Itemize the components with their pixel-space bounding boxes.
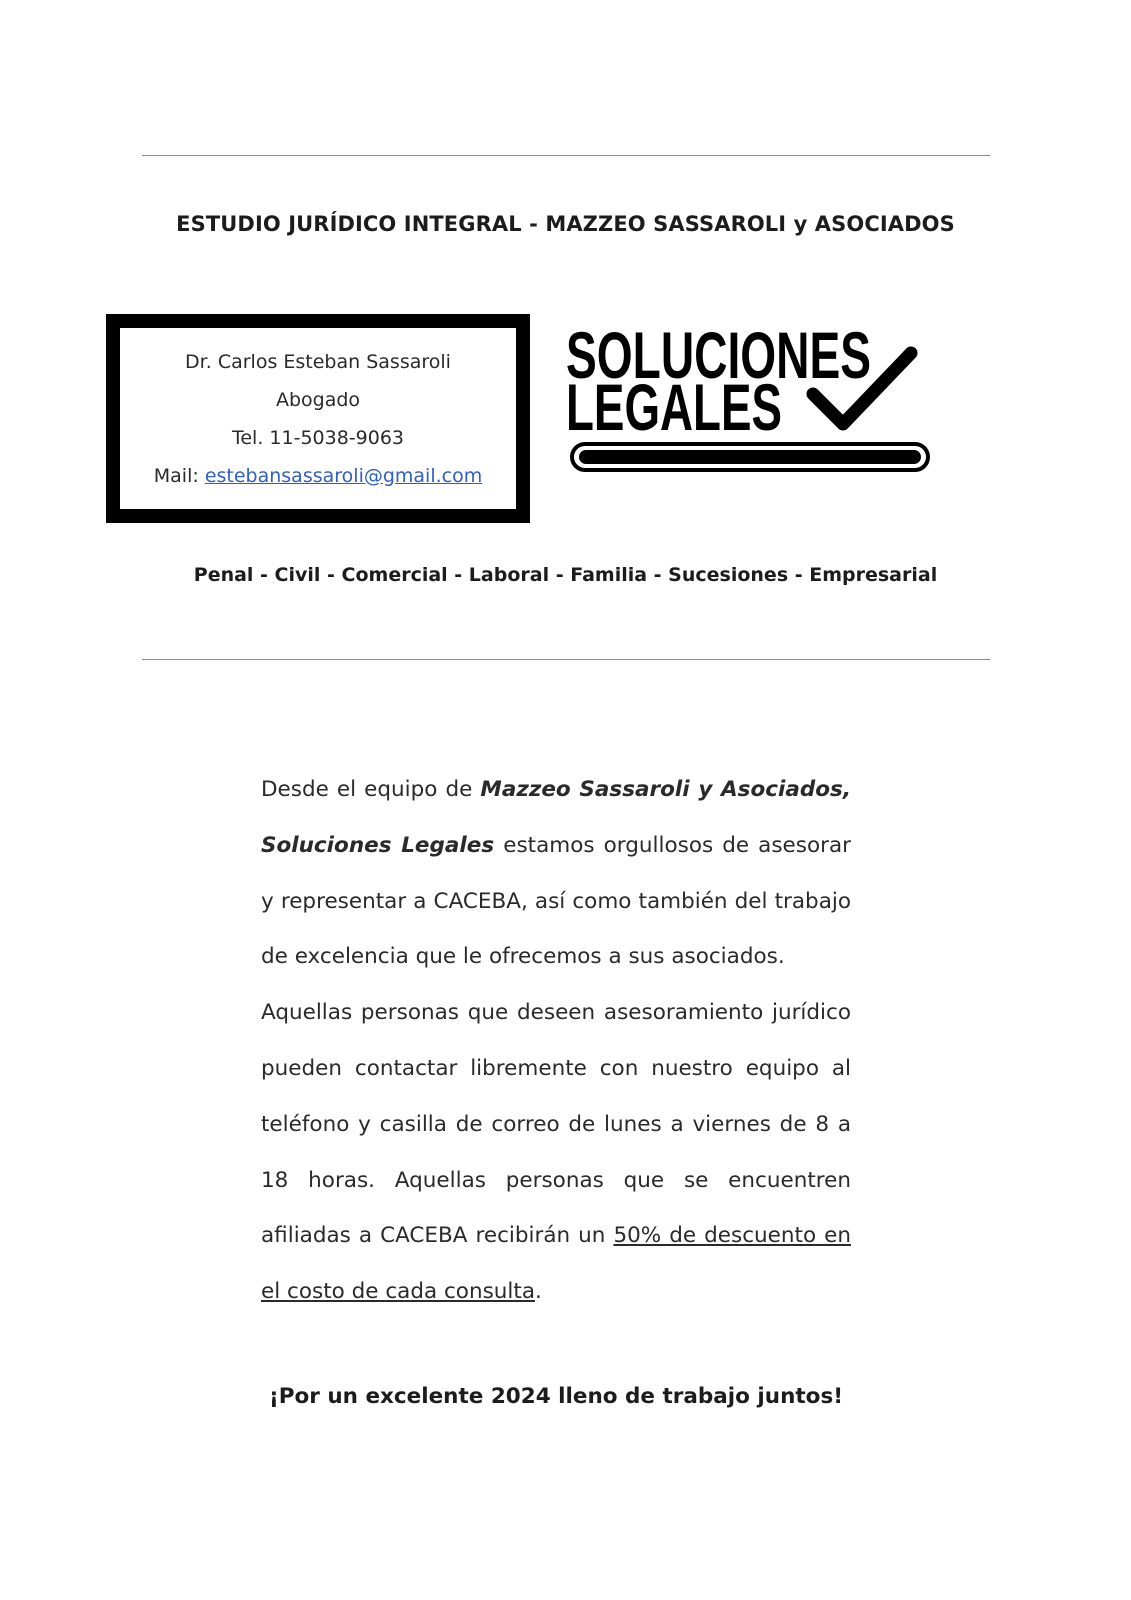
top-divider [142, 155, 990, 156]
lawyer-name: Dr. Carlos Esteban Sassaroli [185, 350, 451, 373]
phone-line: Tel. 11-5038-9063 [231, 426, 405, 449]
contact-info-text: Aquellas personas que deseen asesoramiento jurídico pueden contactar libremente con nuestro equipo al teléfono y casilla de correo de lunes a viernes de 8 a 18 horas. Aquellas personas que se encuentren afiliadas a CACEBA recibirán un [261, 1000, 851, 1249]
firm-name-emphasis: Mazzeo Sassaroli y Asociados, Soluciones Legales [261, 777, 851, 858]
logo-bar-fill [579, 450, 921, 464]
logo-word-soluciones: SOLUCIONES [566, 318, 871, 392]
paragraph-contact-info [261, 985, 851, 1320]
practice-areas: Penal - Civil - Comercial - Laboral - Familia - Sucesiones - Empresarial [193, 564, 938, 586]
firm-title: ESTUDIO JURÍDICO INTEGRAL - MAZZEO SASSAROLI y ASOCIADOS [176, 212, 955, 236]
email-link[interactable]: estebansassaroli@gmail.com [204, 464, 483, 487]
discount-text: 50% de descuento en el costo de cada consulta [261, 1223, 851, 1305]
mail-line [154, 457, 482, 495]
contact-card [106, 314, 530, 523]
logo-word-legales: LEGALES [566, 370, 782, 444]
letter-body [261, 762, 851, 1320]
intro-rest: estamos orgullosos de asesorar y representar a CACEBA, así como también del trabajo de excelencia que le ofrecemos a sus asociados. [261, 832, 851, 970]
lawyer-role: Abogado [275, 388, 361, 411]
mail-label: Mail: [153, 464, 205, 487]
closing-message: ¡Por un excelente 2024 lleno de trabajo juntos! [268, 1384, 844, 1409]
paragraph-intro [261, 762, 851, 985]
intro-text: Desde el equipo de [261, 777, 481, 802]
contact-info-end: . [535, 1279, 542, 1305]
bottom-divider [142, 659, 990, 660]
soluciones-legales-logo [566, 318, 934, 478]
